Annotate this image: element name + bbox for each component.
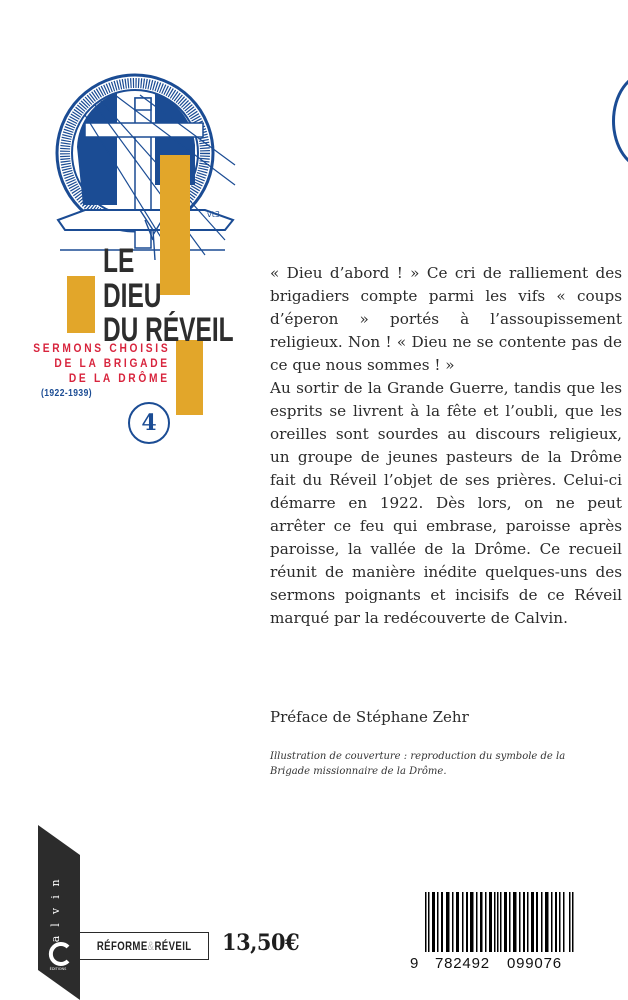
illustration-credit: Illustration de couverture : reproduction du symbole de la Brigade missionnaire de la Drôme. xyxy=(270,751,566,777)
years-range: (1922-1939) xyxy=(41,388,92,399)
svg-text:ÉDITIONS: ÉDITIONS xyxy=(49,967,67,971)
title-line-1: LE xyxy=(103,242,135,280)
calvin-editions-logo xyxy=(38,825,80,1000)
svg-text:l: l xyxy=(49,923,62,927)
brigade-emblem-icon xyxy=(55,35,245,260)
svg-text:vt3: vt3 xyxy=(207,210,220,219)
svg-text:n: n xyxy=(49,879,62,887)
blurb-paragraph-1: « Dieu d’abord ! » Ce cri de ralliement des brigadiers compte parmi les vifs « coups d’éperon » portés à l’assoupissement religieux. Non ! « Dieu ne se contente pas de ce que nous sommes ! » xyxy=(270,264,622,374)
blurb-paragraph-2: Au sortir de la Grande Guerre, tandis que les esprits se livrent à la fête et l’oubli, que les oreilles sont sourdes au discours religieux, un groupe de jeunes pasteurs de la Drôme fait du Réveil l’objet de ses prières. Celui-ci démarre en 1922. Dès lors, on ne peut arrêter ce feu qui embrase, paroisse après paroisse, la vallée de la Drôme. Ce recueil réunit de manière inédite quelques-uns des sermons poignants et incisifs de ce Réveil marqué par la redécouverte de Calvin. xyxy=(270,379,622,627)
spine-circle-icon xyxy=(612,72,628,170)
back-cover-blurb xyxy=(270,262,622,630)
yellow-bar-top xyxy=(160,155,190,295)
volume-badge xyxy=(128,402,170,444)
title-line-3: DU RÉVEIL xyxy=(103,311,234,349)
collection-badge xyxy=(80,932,209,960)
barcode-icon xyxy=(425,892,575,952)
collection-label: RÉFORME&RÉVEIL xyxy=(96,939,192,953)
subtitle-line-3: DE LA DRÔME xyxy=(69,371,170,385)
title-line-2: DIEU xyxy=(103,277,162,315)
preface-credit: Préface de Stéphane Zehr xyxy=(270,708,469,726)
svg-text:v: v xyxy=(49,907,62,915)
svg-text:i: i xyxy=(49,895,62,899)
yellow-bar-bottom xyxy=(176,340,203,415)
subtitle-line-2: DE LA BRIGADE xyxy=(54,356,170,370)
price: 13,50€ xyxy=(222,930,300,956)
subtitle-line-1: SERMONS CHOISIS xyxy=(32,341,170,355)
volume-number: 4 xyxy=(141,410,157,436)
yellow-bar-left xyxy=(67,276,95,333)
svg-text:a: a xyxy=(49,935,62,943)
